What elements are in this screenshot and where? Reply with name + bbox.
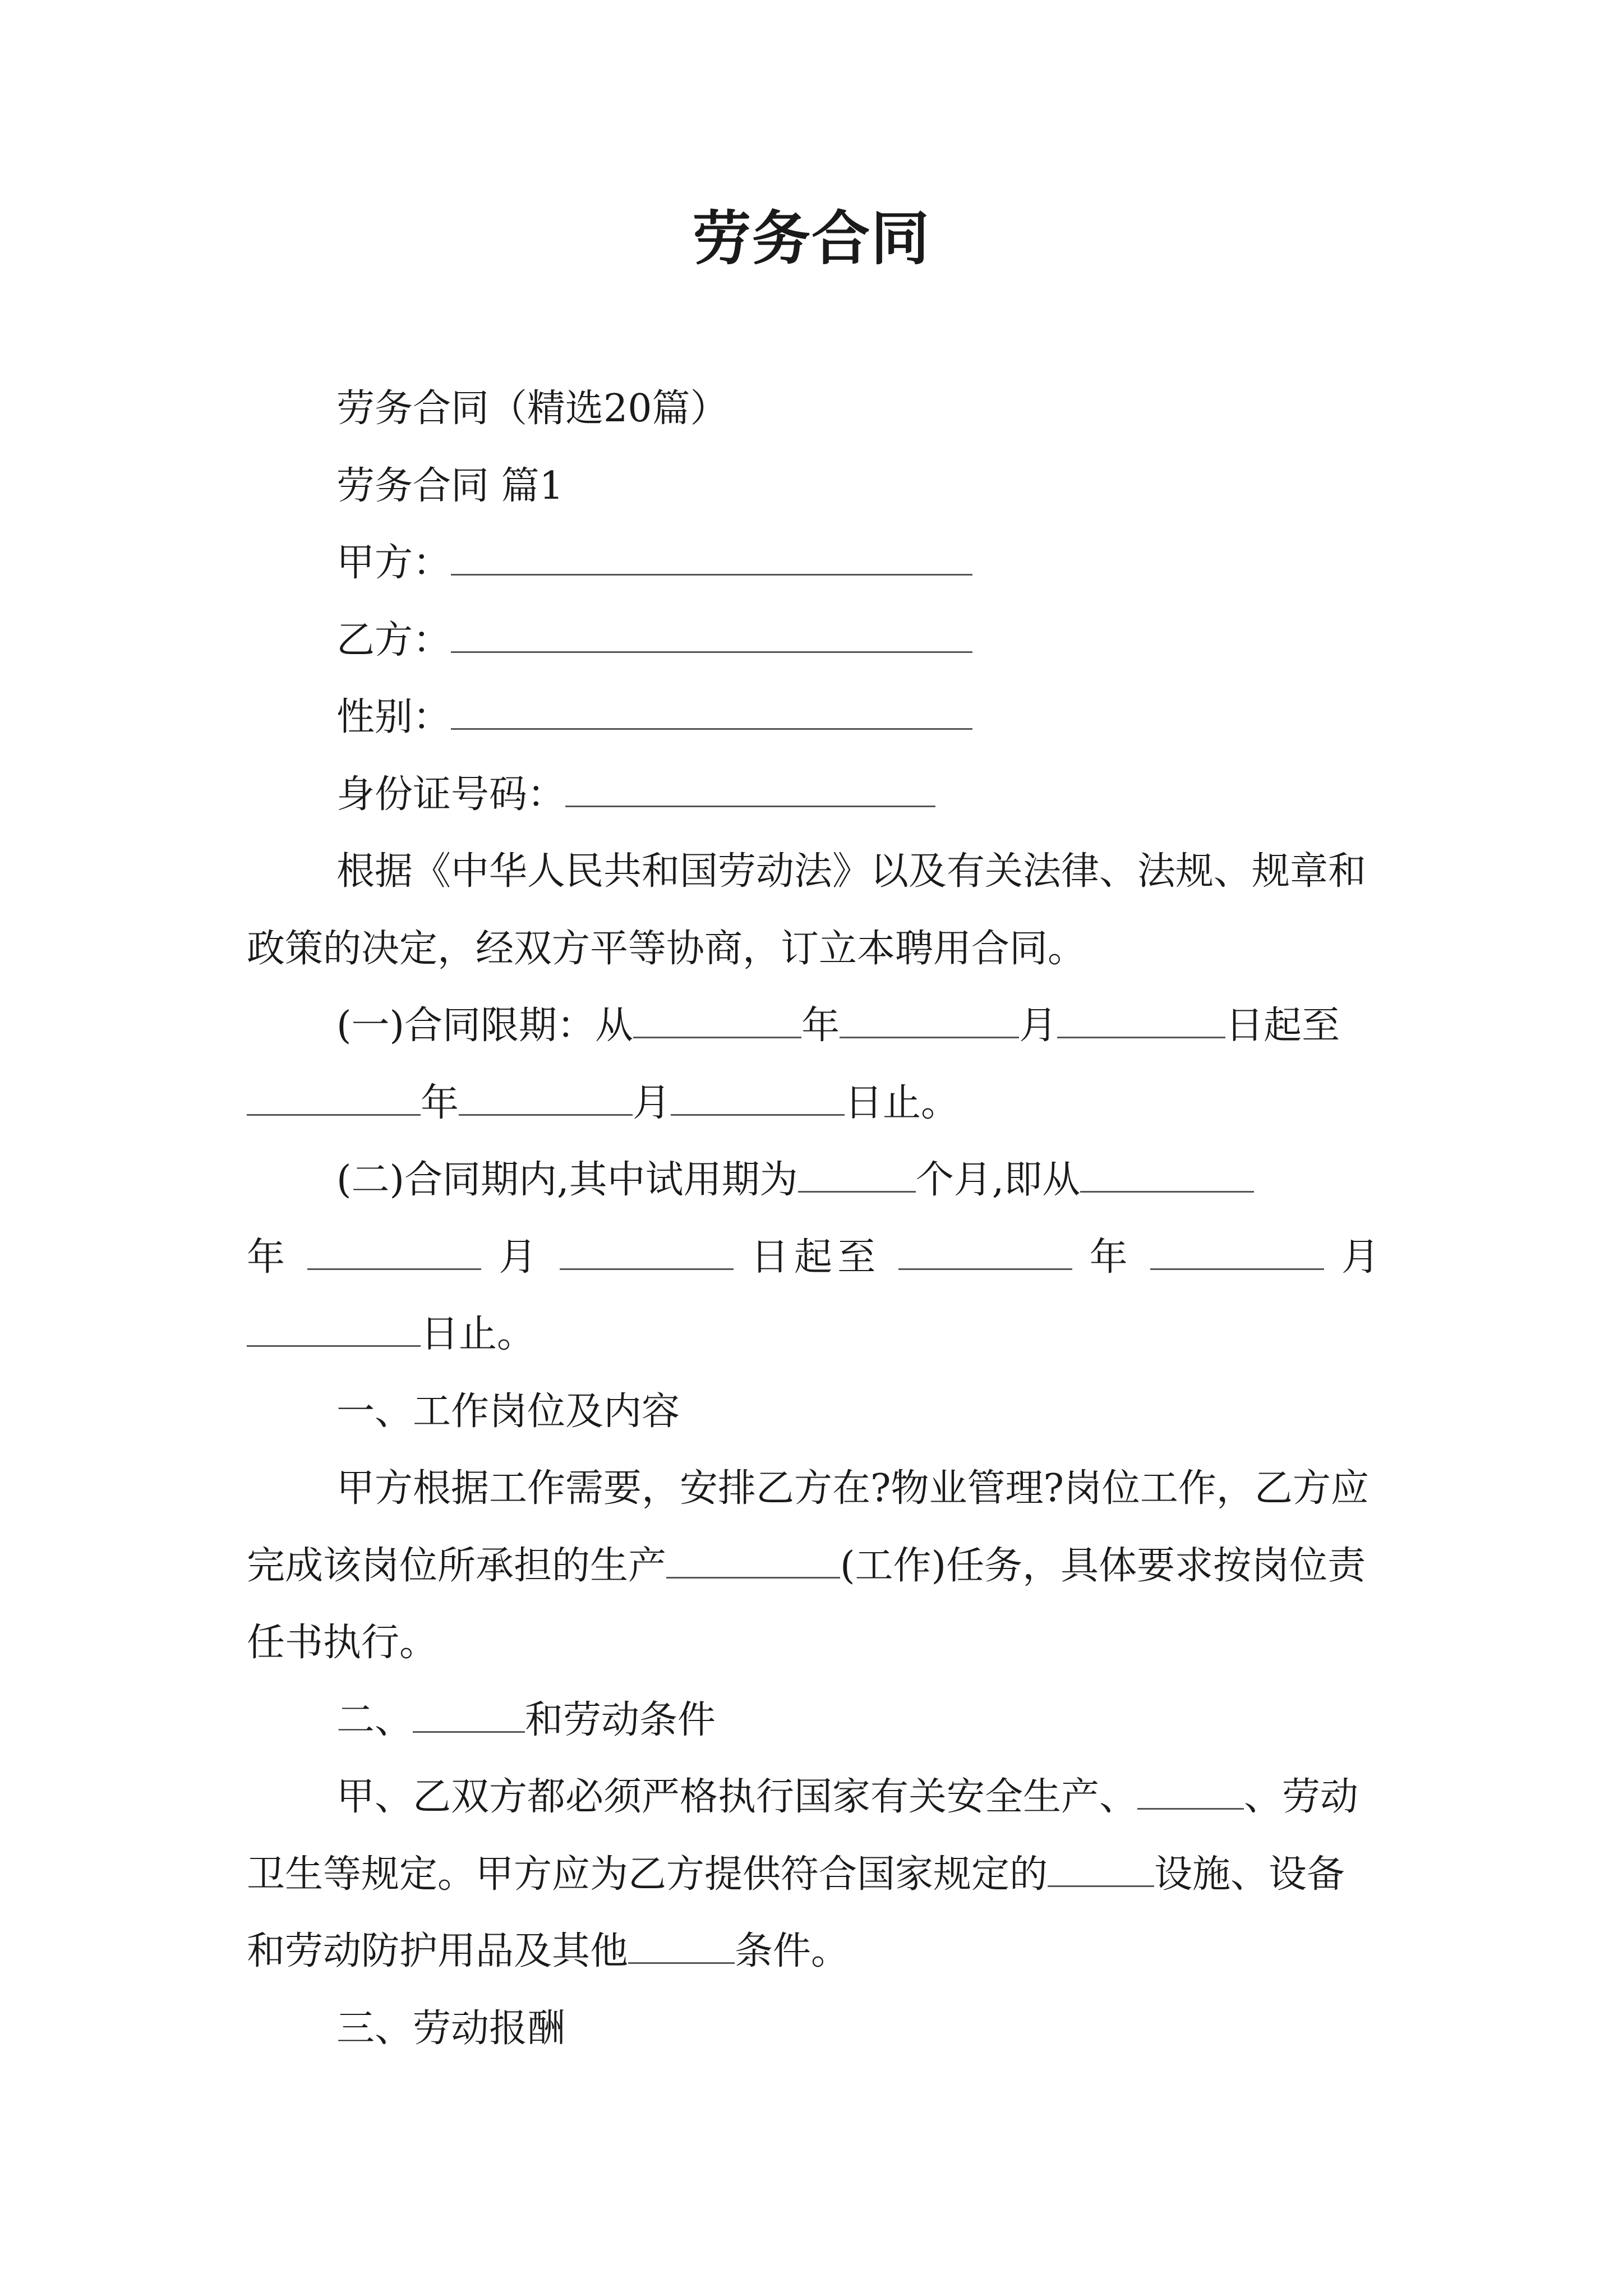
gender-blank[interactable] [451,694,972,730]
section-2-prefix: 二、 [336,1697,413,1742]
term-year-unit: 年 [801,1004,840,1048]
section-1-text-b: (工作)任务，具体要求按岗位责任书执行。 [247,1543,1366,1665]
probation-months-blank[interactable] [798,1157,916,1193]
section-2-blank-2[interactable] [1048,1851,1154,1887]
term-start-year-blank[interactable] [633,1002,801,1038]
gender-label: 性别： [336,695,451,739]
probation-start-day-blank[interactable] [560,1234,734,1269]
section-2-blank-3[interactable] [628,1928,735,1964]
party-b-blank[interactable] [451,616,972,652]
term-paragraph [247,987,1380,1142]
gender-field [247,679,1380,756]
section-2-blank-1[interactable] [1137,1774,1244,1810]
probation-paragraph-line2 [247,1219,1380,1296]
section-2-text-a: 甲、乙双方都必须严格执行国家有关安全生产、 [336,1775,1138,1819]
probation-end-day-blank[interactable] [247,1311,421,1347]
probation-day-end: 日止。 [421,1312,536,1356]
probation-end-year-blank[interactable] [898,1234,1072,1269]
collection-title: 劳务合同（精选20篇） [336,386,728,431]
id-number-field [247,756,1380,834]
section-1-paragraph [247,1450,1380,1682]
probation-start-year-blank[interactable] [1080,1157,1254,1193]
section-3-heading: 三、劳动报酬 [336,2006,566,2051]
party-a-label: 甲方： [336,541,451,585]
probation-end-year-unit: 年 [1089,1235,1133,1280]
section-2-text-d: 条件。 [735,1929,850,1973]
probation-start-month-blank[interactable] [307,1234,481,1269]
basis-paragraph: 根据《中华人民共和国劳动法》以及有关法律、法规、规章和政策的决定，经双方平等协商，订立本聘用合同。 [247,849,1367,971]
section-2-heading [247,1682,1380,1759]
section-2-text-c: 设施、设备和劳动防护用品及其他 [247,1852,1345,1973]
probation-end-month-unit: 月 [1341,1235,1380,1280]
term-day-from: 日起 [1225,1004,1302,1048]
probation-months-unit: 个月,即从 [915,1158,1081,1202]
term-end-month-unit: 月 [633,1080,671,1125]
term-month-unit: 月 [1019,1004,1058,1048]
chapter-title: 劳务合同 篇1 [336,463,564,508]
term-end-month-blank[interactable] [459,1079,633,1115]
term-end-year-unit: 年 [421,1080,459,1125]
party-b-field [247,602,1380,679]
section-1-heading: 一、工作岗位及内容 [336,1389,680,1434]
party-a-blank[interactable] [451,540,972,576]
section-2-heading-blank[interactable] [413,1696,525,1732]
probation-year-unit: 年 [247,1235,291,1280]
term-end-day-blank[interactable] [671,1079,845,1115]
probation-paragraph-line3 [247,1296,1380,1373]
term-end-year-blank[interactable] [247,1079,421,1115]
term-day-end: 日止。 [845,1080,960,1125]
document-body [247,370,1380,2067]
probation-month-unit: 月 [499,1235,542,1280]
term-to: 至 [1302,1004,1340,1048]
section-2-paragraph [247,1759,1380,1990]
probation-paragraph-line1 [247,1142,1380,1219]
party-b-label: 乙方： [336,618,451,662]
section-2-text-b: 、劳动卫生等规定。甲方应为乙方提供符合国家规定的 [247,1775,1359,1897]
id-number-blank[interactable] [565,771,935,807]
section-1-text-a: 甲方根据工作需要，安排乙方在?物业管理?岗位工作，乙方应完成该岗位所承担的生产 [247,1466,1369,1588]
id-number-label: 身份证号码： [336,772,566,817]
probation-end-month-blank[interactable] [1150,1234,1324,1269]
section-1-blank[interactable] [666,1542,840,1578]
probation-to: 日起至 [750,1235,881,1280]
term-start-month-blank[interactable] [840,1002,1019,1038]
document-title: 劳务合同 [692,204,930,273]
party-a-field [247,524,1380,602]
term-start-day-blank[interactable] [1057,1002,1225,1038]
section-2-suffix: 和劳动条件 [525,1697,716,1742]
term-label: (一)合同限期：从 [336,1004,634,1048]
probation-label: (二)合同期内,其中试用期为 [336,1158,798,1202]
